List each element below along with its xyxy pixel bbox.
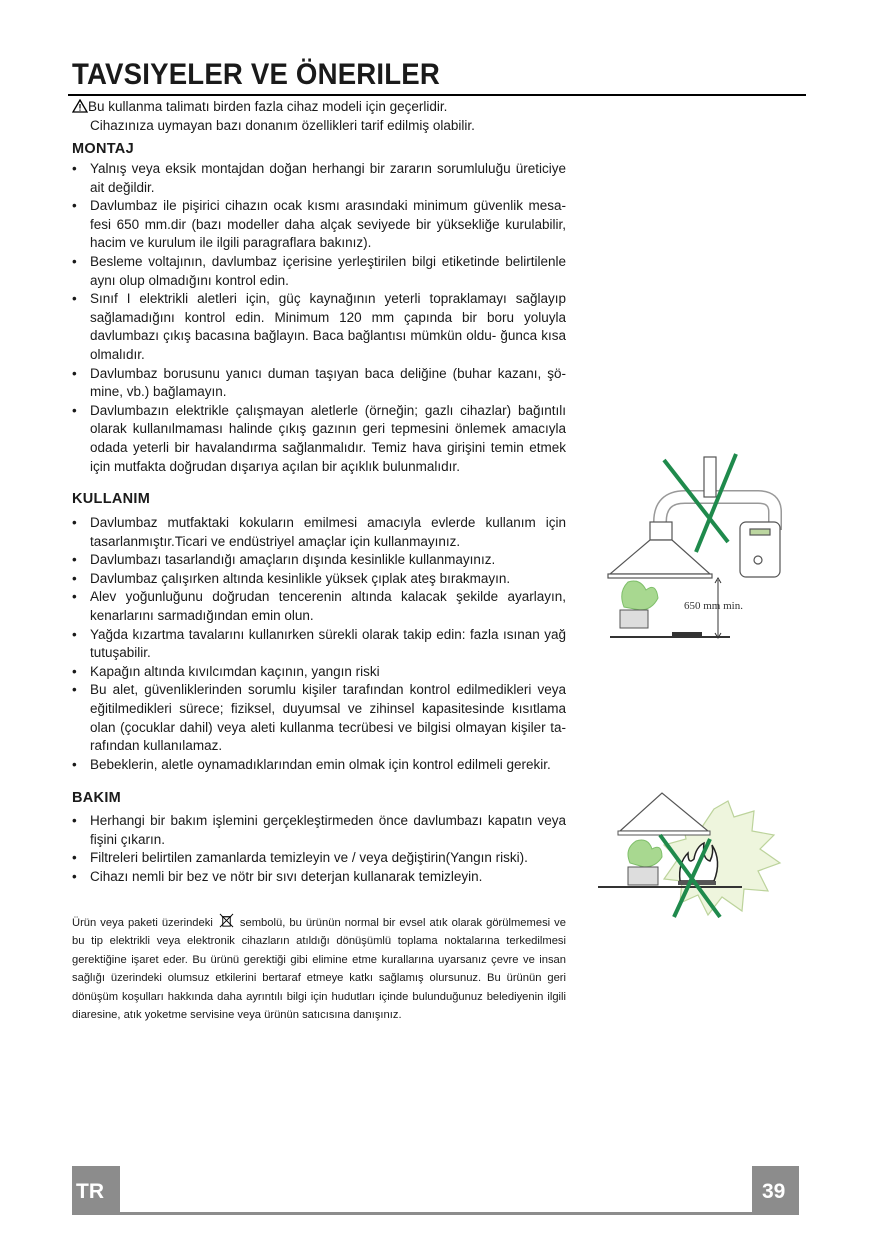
bakim-heading: BAKIM [72, 790, 122, 806]
footer-rule [120, 1212, 752, 1215]
footer-language-tab [72, 1166, 120, 1215]
list-item: • Bu alet, güvenliklerinden sorumlu kişiler tarafından kontrol edilmedikleri veya eğitilmedikleri sürece; fiziksel, duyumsal ve zihinsel kapasitesinde kısıtlama olan (çocuklar dahil) veya aleti kullanma tecrübesi ve bilgisi olmayan kişiler ta-rafından kullanılamaz. [72, 681, 566, 755]
bakim-list [72, 812, 566, 886]
list-item: • Yalnış veya eksik montajdan doğan herhangi bir zararın sorumluluğu üreticiye ait değildir. [72, 160, 566, 197]
warning-triangle-icon [72, 99, 88, 113]
list-item: • Yağda kızartma tavalarını kullanırken sürekli olarak takip edin: fazla ısınan yağ tutuşabilir. [72, 626, 566, 663]
list-item: • Besleme voltajının, davlumbaz içerisine yerleştirilen bilgi etiketinde belirtilenle aynı olup olmadığını kontrol edin. [72, 253, 566, 290]
list-item: • Davlumbaz borusunu yanıcı duman taşıyan baca deliğine (buhar kazanı, şö-mine, vb.) bağlamayın. [72, 365, 566, 402]
distance-label: 650 mm min. [684, 600, 743, 612]
title-rule [68, 94, 806, 96]
list-item: • Davlumbazın elektrikle çalışmayan aletlerle (örneğin; gazlı cihazlar) bağıntılı olarak kullanılmaması halinde çıkış gazının geri tepmesini önlemek amacıyla odada yeterli bir havalandırma sağlanmalıdır. Temiz hava girişini temin etmek için mutfakta doğrudan dışarıya açılan bir açıklık bulunmalıdır. [72, 402, 566, 476]
disposal-text-before: Ürün veya paketi üzerindeki [72, 917, 213, 929]
list-item: • Davlumbaz ile pişirici cihazın ocak kısmı arasındaki minimum güvenlik mesa-fesi 650 mm.dir (bazı modeller daha alçak seviyede bir yüksekliğe kurulabilir, hacim ve kurulum ile ilgili paragraflara bakınız). [72, 197, 566, 253]
warning-line-2: Cihazınıza uymayan bazı donanım özellikleri tarif edilmiş olabilir. [90, 118, 475, 133]
list-item: • Bebeklerin, aletle oynamadıklarından emin olmak için kontrol edilmeli gerekir. [72, 756, 566, 775]
language-code: TR [76, 1180, 104, 1203]
list-item: • Kapağın altında kıvılcımdan kaçının, yangın riski [72, 663, 566, 682]
warning-line-1: Bu kullanma talimatı birden fazla cihaz modeli için geçerlidir. [88, 99, 448, 114]
list-item: • Cihazı nemli bir bez ve nötr bir sıvı deterjan kullanarak temizleyin. [72, 868, 566, 887]
page-title: TAVSIYELER VE ÖNERILER [72, 58, 441, 91]
hood-distance-illustration [600, 452, 790, 642]
list-item: • Herhangi bir bakım işlemini gerçekleştirmeden önce davlumbazı kapatın veya fişini çıkarın. [72, 812, 566, 849]
list-item: • Alev yoğunluğunu doğrudan tencerenin altında kalacak şekilde ayarlayın, kenarlarını sarmadığından emin olun. [72, 588, 566, 625]
disposal-note [72, 913, 566, 1024]
kullanim-list [72, 514, 566, 774]
warning-note [72, 97, 572, 135]
page-number: 39 [762, 1180, 786, 1203]
list-item: • Davlumbaz çalışırken altında kesinlikle yüksek çıplak ateş bırakmayın. [72, 570, 566, 589]
kullanim-heading: KULLANIM [72, 491, 151, 507]
montaj-list [72, 160, 566, 476]
list-item: • Davlumbazı tasarlandığı amaçların dışında kesinlikle kullanmayınız. [72, 551, 566, 570]
footer-page-tab [752, 1166, 799, 1215]
list-item: • Davlumbaz mutfaktaki kokuların emilmesi amacıyla evlerde kullanım için tasarlanmıştır.Ticari ve endüstriyel amaçlar için kullanmayınız. [72, 514, 566, 551]
steam-icon [622, 581, 658, 610]
crossed-bin-icon [219, 913, 234, 928]
disposal-text-after: sembolü, bu ürünün normal bir evsel atık olarak görülmemesi ve bu tip elektrikli veya elektronik cihazların atıldığı dönüşümlü toplama noktalarına terkedilmesi gerektiğine işaret eder. Bu ürünü gerektiği gibi elimine etme kurallarına uyarsanız çevre ve insan sağlığı üzerindeki olumsuz etkilerini bertaraf etmeye katkı sağlamış olursunuz. Bu ürünün geri dönüşüm koşulları hakkında daha ayrıntılı bilgi için hudutları içinde bulunduğunuz belediyenin ilgili diaresine, atık yoketme servisine veya ürünün satıcısına danışınız. [72, 917, 567, 1022]
montaj-heading: MONTAJ [72, 141, 134, 157]
list-item: • Sınıf I elektrikli aletleri için, güç kaynağının yeterli topraklamayı sağlayıp sağlamadığını kontrol edin. Minimum 120 mm çapında bir boru yoluyla davlumbazı çıkış bacasına bağlayın. Baca bağlantısı mümkün oldu- ğunca kısa olmalıdır. [72, 290, 566, 364]
list-item: • Filtreleri belirtilen zamanlarda temizleyin ve / veya değiştirin(Yangın riski). [72, 849, 566, 868]
flame-hazard-illustration [596, 787, 786, 922]
